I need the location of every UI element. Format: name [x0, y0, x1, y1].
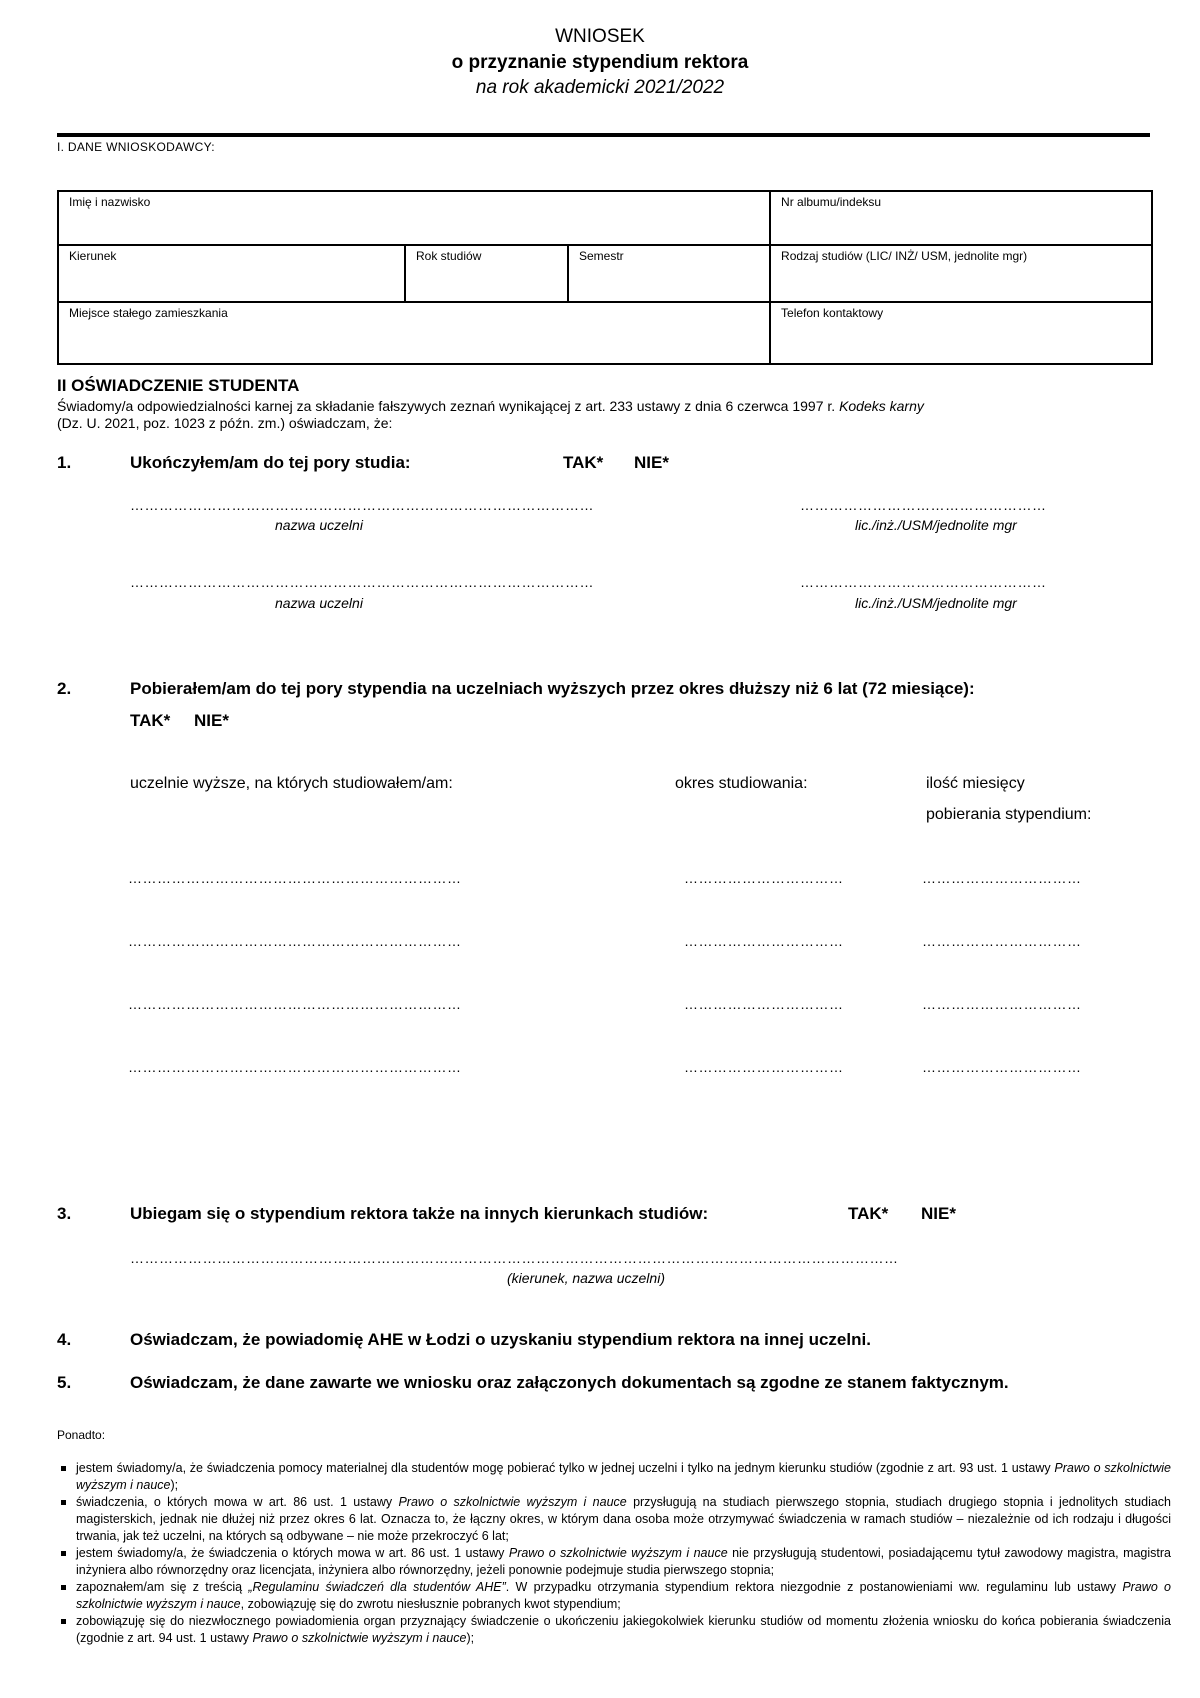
name-field[interactable] [58, 191, 770, 245]
q2-row4-uczelnia[interactable]: …………………………………………………………… [128, 1059, 462, 1075]
q2-col-uczelnie: uczelnie wyższe, na których studiowałem/am: [130, 775, 453, 792]
kierunek-field[interactable] [58, 245, 405, 302]
q5-number: 5. [57, 1373, 72, 1392]
q2-text: Pobierałem/am do tej pory stypendia na uczelniach wyższych przez okres dłuższy niż 6 lat (72 miesiące): [130, 679, 975, 698]
album-field[interactable] [770, 191, 1152, 245]
q2-row3-okres[interactable]: …………………………… [684, 996, 844, 1012]
name-label: Imię i nazwisko [69, 195, 151, 209]
academic-year: na rok akademicki 2021/2022 [475, 77, 725, 98]
q3-nie-option[interactable]: NIE* [921, 1204, 956, 1223]
semestr-field[interactable] [568, 245, 770, 302]
q2-row2-okres[interactable]: …………………………… [684, 933, 844, 949]
q3-tak-option[interactable]: TAK* [848, 1204, 889, 1223]
q1-caption-uczelnia-1: nazwa uczelni [275, 517, 363, 533]
q2-row3-uczelnia[interactable]: …………………………………………………………… [128, 996, 462, 1012]
q2-row4-okres[interactable]: …………………………… [684, 1059, 844, 1075]
q4-text: Oświadczam, że powiadomię AHE w Łodzi o uzyskaniu stypendium rektora na innej uczelni. [130, 1330, 871, 1349]
q2-col-miesiace: ilość miesięcy [926, 775, 1025, 792]
list-item: jestem świadomy/a, że świadczenia pomocy materialnej dla studentów mogę pobierać tylko w jednej uczelni i tylko na jednym kierunku studiów (zgodnie z art. 93 ust. 1 ustawy Prawo o szkolnictwie wyższym i nauce); [76, 1461, 1171, 1492]
rodzaj-label: Rodzaj studiów (LIC/ INŻ/ USM, jednolite mgr) [781, 249, 1028, 263]
kierunek-label: Kierunek [69, 249, 117, 263]
q2-col-okres: okres studiowania: [675, 775, 808, 792]
q2-tak-option[interactable]: TAK* [130, 711, 171, 730]
q2-row4-miesiace[interactable]: …………………………… [922, 1059, 1082, 1075]
declarations-list [57, 1460, 1171, 1647]
semestr-label: Semestr [579, 249, 624, 263]
rok-field[interactable] [405, 245, 568, 302]
intro-text: Świadomy/a odpowiedzialności karnej za składanie fałszywych zeznań wynikającej z art. 233 ustawy z dnia 6 czerwca 1997 r. [57, 398, 840, 414]
q1-stopien-line-1[interactable]: …………………………………………… [800, 497, 1047, 513]
q2-nie-option[interactable]: NIE* [194, 711, 229, 730]
q1-caption-stopien-2: lic./inż./USM/jednolite mgr [855, 595, 1017, 611]
rok-label: Rok studiów [416, 249, 482, 263]
section2-intro [57, 398, 1147, 432]
q2-col-miesiace-cont: pobierania stypendium: [926, 806, 1092, 823]
adres-label: Miejsce stałego zamieszkania [69, 306, 228, 320]
list-item: jestem świadomy/a, że świadczenia o których mowa w art. 86 ust. 1 ustawy Prawo o szkolnictwie wyższym i nauce nie przysługują studentowi, posiadającemu tytuł zawodowy magistra, magistra inżyniera albo równorzędny oraz licencjata, inżyniera albo równorzędny, jeżeli ponownie podejmuje studia pierwszego stopnia; [76, 1546, 1171, 1577]
q2-row1-uczelnia[interactable]: …………………………………………………………… [128, 870, 462, 886]
telefon-field[interactable] [770, 302, 1152, 364]
q2-row3-miesiace[interactable]: …………………………… [922, 996, 1082, 1012]
q1-uczelnia-line-1[interactable]: …………………………………………………………………………………… [130, 497, 594, 513]
album-label: Nr albumu/indeksu [781, 195, 882, 209]
q3-caption: (kierunek, nazwa uczelni) [507, 1270, 665, 1286]
intro-text-cont: (Dz. U. 2021, poz. 1023 z późn. zm.) oświadczam, że: [57, 415, 393, 431]
list-item: zapoznałem/am się z treścią „Regulaminu świadczeń dla studentów AHE”. W przypadku otrzymania stypendium rektora niezgodnie z postanowieniami ww. regulaminu lub ustawy Prawo o szkolnictwie wyższym i nauce, zobowiązuję się do zwrotu niesłusznie pobranych kwot stypendium; [76, 1580, 1172, 1611]
section2-heading: II OŚWIADCZENIE STUDENTA [57, 376, 300, 395]
q1-number: 1. [57, 453, 72, 472]
q3-text: Ubiegam się o stypendium rektora także na innych kierunkach studiów: [130, 1204, 709, 1223]
q3-caption-text: kierunek, nazwa uczelni [511, 1270, 661, 1286]
telefon-label: Telefon kontaktowy [781, 306, 884, 320]
form-subtitle: o przyznanie stypendium rektora [451, 52, 749, 73]
q3-kierunek-line[interactable]: …………………………………………………………………………………………………………………………………………… [130, 1250, 899, 1266]
list-item: zobowiązuję się do niezwłocznego powiadomienia organ przyznający świadczenie o ukończeniu jakiegokolwiek kierunku studiów od momentu złożenia wniosku do końca pobierania świadczenia (zgodnie z art. 94 ust. 1 ustawy Prawo o szkolnictwie wyższym i nauce); [76, 1614, 1171, 1645]
q2-row1-miesiace[interactable]: …………………………… [922, 870, 1082, 886]
header-rule [57, 133, 1150, 137]
q1-nie-option[interactable]: NIE* [634, 453, 669, 472]
q2-row2-miesiace[interactable]: …………………………… [922, 933, 1082, 949]
q1-caption-stopien-1: lic./inż./USM/jednolite mgr [855, 517, 1017, 533]
q1-stopien-line-2[interactable]: …………………………………………… [800, 574, 1047, 590]
intro-law-name: Kodeks karny [839, 398, 924, 414]
ponadto-label: Ponadto: [57, 1428, 106, 1442]
rodzaj-field[interactable] [770, 245, 1152, 302]
q1-caption-uczelnia-2: nazwa uczelni [275, 595, 363, 611]
q1-text: Ukończyłem/am do tej pory studia: [130, 453, 411, 472]
q4-number: 4. [57, 1330, 72, 1349]
applicant-data-table [57, 190, 1153, 365]
adres-field[interactable] [58, 302, 770, 364]
list-item: świadczenia, o których mowa w art. 86 ust. 1 ustawy Prawo o szkolnictwie wyższym i nauce przysługują na studiach pierwszego stopnia, studiach drugiego stopnia i jednolitych studiach magisterskich, jednak nie dłużej niż przez okres 6 lat. Oznacza to, że łączny okres, w którym dana osoba może otrzymywać świadczenia w ramach studiów – niezależnie od ich rodzaju i długości trwania, jak też uczelni, na których są odbywane – nie może przekroczyć 6 lat; [76, 1495, 1171, 1543]
q2-number: 2. [57, 679, 72, 698]
section1-heading: I. DANE WNIOSKODAWCY: [57, 140, 215, 154]
q2-row2-uczelnia[interactable]: …………………………………………………………… [128, 933, 462, 949]
q1-uczelnia-line-2[interactable]: …………………………………………………………………………………… [130, 574, 594, 590]
q3-number: 3. [57, 1204, 72, 1223]
q1-tak-option[interactable]: TAK* [563, 453, 604, 472]
form-title: WNIOSEK [555, 26, 645, 47]
q2-row1-okres[interactable]: …………………………… [684, 870, 844, 886]
q5-text: Oświadczam, że dane zawarte we wniosku oraz załączonych dokumentach są zgodne ze stanem faktycznym. [130, 1373, 1009, 1392]
